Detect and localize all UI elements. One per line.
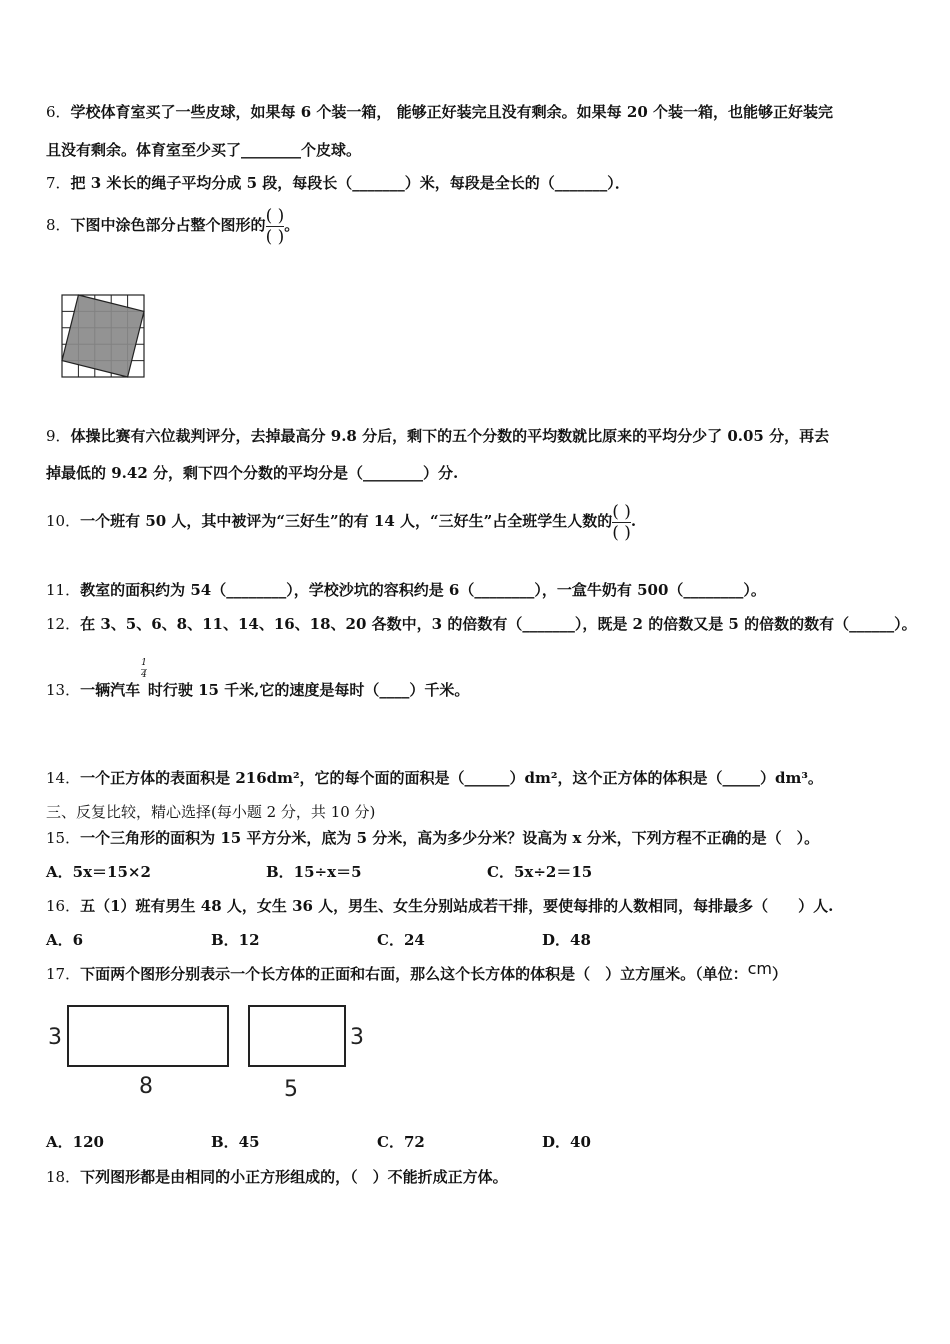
question-text: 下图中涂色部分占整个图形的 [70, 216, 266, 234]
option-b[interactable]: B．45 [211, 1133, 260, 1151]
question-number: 8． [46, 216, 71, 234]
question-15 [46, 828, 819, 848]
question-text: 一个三角形的面积为 15 平方分米，底为 5 分米，高为多少分米？设高为 x 分米，下列方程不正确的是（ ）。 [80, 829, 820, 847]
question-10 [46, 500, 636, 542]
question-17 [46, 959, 788, 984]
question-9-line-2: 掉最低的 9.42 分，剩下四个分数的平均分是（________）分. [46, 464, 459, 482]
question-12 [46, 614, 917, 634]
front-height-label: 3 [48, 1025, 62, 1050]
question-number: 10． [46, 512, 81, 530]
question-text-end: . [630, 512, 637, 530]
option-c[interactable]: C．72 [377, 1133, 425, 1151]
question-number: 7． [46, 174, 71, 192]
question-text-end: 时行驶 15 千米,它的速度是每时（____）千米。 [147, 681, 470, 699]
fraction-denominator: ( ) [265, 226, 285, 247]
question-text: 下列图形都是由相同的小正方形组成的，（ ）不能折成正方体。 [80, 1168, 508, 1186]
fraction-blank [266, 207, 285, 246]
question-number: 12． [46, 615, 81, 633]
question-7 [46, 173, 630, 193]
question-text: 一个班有 50 人，其中被评为“三好生”的有 14 人，“三好生”占全班学生人数的 [80, 512, 613, 530]
question-14 [46, 768, 823, 788]
question-text: 体操比赛有六位裁判评分，去掉最高分 9.8 分后，剩下的五个分数的平均数就比原来的平均分少了 0.05 分，再去 [70, 427, 830, 445]
question-16 [46, 896, 833, 916]
question-text-end: ） [772, 965, 788, 983]
option-b[interactable]: B．15÷x＝5 [266, 863, 362, 881]
question-text: 五（1）班有男生 48 人，女生 36 人，男生、女生分别站成若干排，要使每排的人数相同，每排最多（ ）人. [80, 897, 834, 915]
side-width-label: 5 [284, 1077, 298, 1102]
fraction-denominator: 4 [141, 669, 147, 680]
option-c[interactable]: C．5x÷2＝15 [487, 863, 593, 881]
front-width-label: 8 [139, 1074, 153, 1099]
question-number: 15． [46, 829, 81, 847]
grid-shaded-square-figure [60, 293, 148, 381]
option-d[interactable]: D．48 [542, 931, 591, 949]
option-d[interactable]: D．40 [542, 1133, 591, 1151]
option-b[interactable]: B．12 [211, 931, 260, 949]
fraction-numerator: 1 [141, 657, 147, 668]
question-8 [46, 205, 299, 246]
question-number: 11． [46, 581, 81, 599]
question-text: 一辆汽车 [80, 681, 141, 699]
fraction-quarter [141, 659, 147, 680]
question-text: 在 3、5、6、8、11、14、16、18、20 各数中，3 的倍数有（_______），既是 2 的倍数又是 5 的倍数的数有（______）。 [80, 615, 917, 633]
question-9-line-1 [46, 426, 829, 446]
side-height-label: 3 [350, 1025, 364, 1050]
question-6-line-2: 且没有剩余。体育室至少买了________个皮球。 [46, 141, 362, 159]
question-number: 9． [46, 427, 71, 445]
option-a[interactable]: A．120 [46, 1133, 104, 1151]
question-number: 17． [46, 965, 81, 983]
question-number: 18． [46, 1168, 81, 1186]
front-view-rectangle [68, 1006, 228, 1066]
shaded-tilted-square [62, 295, 144, 377]
question-number: 16． [46, 897, 81, 915]
option-c[interactable]: C．24 [377, 931, 425, 949]
question-13 [46, 657, 470, 702]
question-18 [46, 1167, 508, 1187]
cuboid-views-figure [44, 1000, 384, 1108]
question-text: 下面两个图形分别表示一个长方体的正面和右面，那么这个长方体的体积是（ ）立方厘米。（单位： [80, 965, 748, 983]
question-11 [46, 580, 766, 600]
fraction-denominator: ( ) [612, 522, 631, 543]
unit-label: cm [747, 959, 772, 978]
question-number: 13． [46, 681, 81, 699]
option-a[interactable]: A．6 [46, 931, 84, 949]
side-view-rectangle [249, 1006, 345, 1066]
question-number: 14． [46, 769, 81, 787]
question-text: 一个正方体的表面积是 216dm²，它的每个面的面积是（______）dm²，这个正方体的体积是（_____）dm³。 [80, 769, 823, 787]
question-text-end: 。 [284, 216, 300, 234]
question-text: 教室的面积约为 54（________），学校沙坑的容积约是 6（________），一盒牛奶有 500（________）。 [80, 581, 766, 599]
fraction-numerator: ( ) [265, 205, 285, 226]
question-text: 把 3 米长的绳子平均分成 5 段，每段长（_______）米，每段是全长的（_______）． [70, 174, 630, 192]
question-6-line-1 [46, 102, 833, 122]
question-text: 学校体育室买了一些皮球，如果每 6 个装一箱， 能够正好装完且没有剩余。如果每 20 个装一箱，也能够正好装完 [70, 103, 833, 121]
option-a[interactable]: A．5x＝15×2 [46, 863, 151, 881]
section-title: 三、反复比较，精心选择(每小题 2 分，共 10 分) [46, 803, 376, 821]
fraction-blank [612, 503, 631, 542]
question-number: 6． [46, 103, 71, 121]
fraction-numerator: ( ) [612, 501, 631, 522]
